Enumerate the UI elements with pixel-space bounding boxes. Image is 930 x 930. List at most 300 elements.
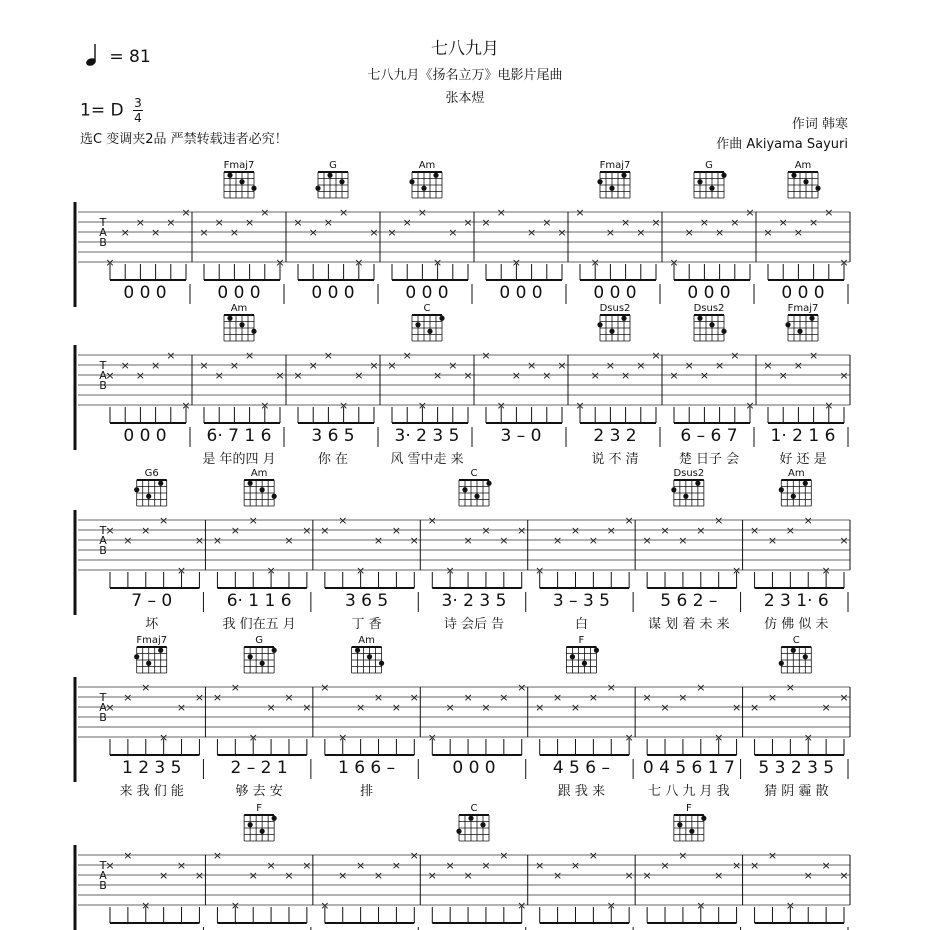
tab-note: × bbox=[391, 859, 402, 872]
numbered-notation: 5 3 2 3 5 bbox=[758, 758, 835, 778]
chord-diagram bbox=[409, 160, 442, 198]
tab-note: × bbox=[570, 524, 581, 537]
tab-note: × bbox=[266, 859, 276, 872]
tab-note: × bbox=[199, 226, 209, 239]
tab-note: × bbox=[696, 524, 706, 537]
numbered-notation: 3 6 5 bbox=[311, 426, 355, 446]
tab-note: × bbox=[749, 859, 760, 872]
tab-note: × bbox=[230, 524, 240, 537]
finger-dot bbox=[272, 494, 277, 499]
finger-dot bbox=[809, 316, 814, 321]
tab-note: × bbox=[212, 849, 223, 862]
chord-name: Dsus2 bbox=[673, 468, 705, 479]
finger-dot bbox=[597, 179, 602, 184]
tab-note: × bbox=[284, 534, 294, 547]
chord-name: G bbox=[705, 160, 713, 171]
tab-note: × bbox=[499, 534, 509, 547]
tab-note: × bbox=[338, 869, 348, 882]
tab-note: × bbox=[214, 369, 224, 382]
chord-name: C bbox=[470, 468, 478, 479]
chord-name: C bbox=[423, 303, 431, 314]
numbered-notation: 0 0 0 bbox=[217, 283, 261, 303]
chord-diagram bbox=[597, 160, 630, 198]
lyric-text: 够 去 安 bbox=[235, 784, 283, 799]
tab-note: × bbox=[391, 524, 402, 537]
finger-dot bbox=[671, 487, 676, 492]
chord-name: Fmaj7 bbox=[787, 303, 819, 314]
numbered-notation: 0 0 0 bbox=[687, 283, 731, 303]
chord-diagram bbox=[134, 635, 167, 673]
tab-note: × bbox=[499, 849, 509, 862]
finger-dot bbox=[480, 822, 485, 827]
tab-note: × bbox=[588, 691, 598, 704]
chord-diagram bbox=[694, 160, 727, 198]
tab-note: × bbox=[212, 534, 223, 547]
tab-note: × bbox=[166, 216, 176, 229]
tab-note: × bbox=[785, 899, 795, 912]
tab-note: × bbox=[745, 206, 755, 219]
lyric-text: 谋 划 着 未 来 bbox=[648, 617, 730, 632]
tab-clef-letter: A bbox=[99, 701, 107, 714]
finger-dot bbox=[239, 179, 244, 184]
lyric-text: 好 还 是 bbox=[779, 452, 827, 467]
tab-note: × bbox=[445, 701, 455, 714]
tab-note: × bbox=[159, 514, 169, 527]
chord-diagram bbox=[224, 303, 257, 341]
finger-dot bbox=[797, 329, 802, 334]
tab-note: × bbox=[620, 216, 631, 229]
chord-name: C bbox=[470, 803, 478, 814]
finger-dot bbox=[439, 316, 444, 321]
tab-note: × bbox=[402, 349, 412, 362]
finger-dot bbox=[251, 186, 256, 191]
numbered-notation: 6· 7 1 6 bbox=[206, 426, 272, 446]
tab-note: × bbox=[105, 524, 115, 537]
tab-note: × bbox=[517, 524, 527, 537]
tab-note: × bbox=[730, 349, 740, 362]
tab-note: × bbox=[387, 226, 397, 239]
finger-dot bbox=[570, 654, 575, 659]
numbered-notation: 1 6 6 – bbox=[337, 758, 396, 778]
finger-dot bbox=[339, 179, 344, 184]
tab-clef-letter: A bbox=[99, 534, 107, 547]
chord-diagram bbox=[459, 468, 492, 506]
finger-dot bbox=[260, 487, 265, 492]
finger-dot bbox=[134, 487, 139, 492]
chord-name: Am bbox=[250, 468, 268, 479]
finger-dot bbox=[486, 481, 491, 486]
tab-note: × bbox=[123, 691, 133, 704]
tab-note: × bbox=[481, 524, 491, 537]
tab-note: × bbox=[606, 681, 616, 694]
finger-dot bbox=[785, 322, 790, 327]
tab-note: × bbox=[824, 399, 834, 412]
tab-note: × bbox=[570, 859, 581, 872]
tab-clef-letter: B bbox=[99, 544, 107, 557]
tab-note: × bbox=[230, 681, 240, 694]
tab-note: × bbox=[839, 256, 849, 269]
tab-note: × bbox=[338, 206, 349, 219]
finger-dot bbox=[621, 173, 626, 178]
finger-dot bbox=[791, 173, 796, 178]
tab-clef-letter: A bbox=[99, 369, 107, 382]
tab-note: × bbox=[642, 869, 652, 882]
finger-dot bbox=[239, 322, 244, 327]
tab-note: × bbox=[636, 359, 646, 372]
tab-note: × bbox=[642, 691, 652, 704]
finger-dot bbox=[158, 481, 163, 486]
finger-dot bbox=[248, 654, 253, 659]
tab-note: × bbox=[275, 369, 285, 382]
chord-name: Am bbox=[794, 160, 812, 171]
finger-dot bbox=[803, 179, 808, 184]
lyric-text: 来 我 们 能 bbox=[119, 784, 184, 799]
tab-note: × bbox=[354, 256, 364, 269]
tab-note: × bbox=[660, 524, 670, 537]
tab-note: × bbox=[159, 869, 169, 882]
chord-name: Fmaj7 bbox=[223, 160, 255, 171]
tab-note: × bbox=[651, 216, 661, 229]
key-label: 1= D bbox=[80, 100, 124, 121]
tab-clef-letter: T bbox=[99, 524, 107, 537]
tab-note: × bbox=[714, 731, 724, 744]
finger-dot bbox=[697, 179, 702, 184]
chord-name: G bbox=[329, 160, 337, 171]
tab-note: × bbox=[194, 534, 205, 547]
chord-name: Am bbox=[787, 468, 805, 479]
tab-note: × bbox=[767, 691, 778, 704]
numbered-notation: 4 5 6 – bbox=[552, 758, 611, 778]
chord-diagram bbox=[694, 303, 727, 341]
tab-system bbox=[75, 202, 850, 307]
lyric-text: 楚 日子 会 bbox=[678, 452, 740, 467]
time-bottom: 4 bbox=[134, 111, 142, 125]
tab-note: × bbox=[651, 349, 661, 362]
tab-note: × bbox=[194, 869, 205, 882]
chord-diagram bbox=[315, 160, 348, 198]
finger-dot bbox=[355, 648, 360, 653]
tab-note: × bbox=[105, 701, 115, 714]
tab-note: × bbox=[557, 359, 567, 372]
tab-note: × bbox=[150, 226, 161, 239]
tab-note: × bbox=[511, 369, 522, 382]
tab-note: × bbox=[320, 524, 330, 537]
tab-note: × bbox=[427, 869, 437, 882]
finger-dot bbox=[260, 661, 265, 666]
finger-dot bbox=[815, 186, 820, 191]
finger-dot bbox=[594, 648, 599, 653]
chord-name: Am bbox=[230, 303, 248, 314]
tab-note: × bbox=[244, 216, 255, 229]
tab-note: × bbox=[212, 691, 223, 704]
tab-note: × bbox=[669, 256, 679, 269]
numbered-notation: 2 3 1· 6 bbox=[763, 591, 829, 611]
tab-note: × bbox=[552, 534, 563, 547]
chord-name: Fmaj7 bbox=[136, 635, 168, 646]
lyric-text: 跟 我 来 bbox=[557, 784, 606, 799]
finger-dot bbox=[462, 487, 467, 492]
tab-note: × bbox=[293, 369, 303, 382]
tab-note: × bbox=[778, 369, 788, 382]
tab-note: × bbox=[570, 701, 581, 714]
tab-note: × bbox=[496, 206, 506, 219]
tab-note: × bbox=[590, 369, 600, 382]
tab-note: × bbox=[199, 359, 209, 372]
finger-dot bbox=[433, 173, 438, 178]
finger-dot bbox=[427, 329, 432, 334]
tab-note: × bbox=[105, 256, 115, 269]
song-subtitle: 七八九月《扬名立万》电影片尾曲 bbox=[367, 68, 563, 83]
tab-note: × bbox=[557, 226, 567, 239]
finger-dot bbox=[709, 322, 714, 327]
numbered-notation: 1 2 3 5 bbox=[121, 758, 182, 778]
finger-dot bbox=[621, 316, 626, 321]
tab-note: × bbox=[481, 349, 491, 362]
finger-dot bbox=[260, 829, 265, 834]
chord-diagram bbox=[674, 803, 707, 841]
tab-note: × bbox=[749, 701, 760, 714]
chord-diagram bbox=[788, 160, 821, 198]
tab-note: × bbox=[373, 534, 384, 547]
tab-note: × bbox=[620, 369, 631, 382]
tab-note: × bbox=[763, 359, 773, 372]
chord-diagram bbox=[412, 303, 445, 341]
time-top: 3 bbox=[134, 96, 142, 110]
tab-note: × bbox=[176, 564, 187, 577]
finger-dot bbox=[609, 329, 614, 334]
tab-note: × bbox=[785, 681, 795, 694]
tab-note: × bbox=[588, 534, 598, 547]
chord-name: G bbox=[255, 635, 264, 646]
finger-dot bbox=[695, 481, 700, 486]
tab-note: × bbox=[266, 564, 276, 577]
finger-dot bbox=[272, 648, 277, 653]
chord-diagram bbox=[352, 635, 385, 673]
finger-dot bbox=[134, 654, 139, 659]
tab-note: × bbox=[517, 899, 527, 912]
finger-dot bbox=[701, 816, 706, 821]
tab-note: × bbox=[552, 691, 563, 704]
tab-note: × bbox=[714, 869, 724, 882]
tab-note: × bbox=[526, 359, 537, 372]
tab-note: × bbox=[387, 359, 397, 372]
tab-note: × bbox=[714, 514, 724, 527]
tab-note: × bbox=[150, 359, 161, 372]
numbered-notation: 0 0 0 bbox=[123, 283, 167, 303]
numbered-notation: 1· 2 1 6 bbox=[770, 426, 836, 446]
lyric-text: 排 bbox=[360, 784, 374, 799]
tab-note: × bbox=[660, 701, 670, 714]
artist-name: 张本煜 bbox=[445, 91, 485, 106]
chord-diagram bbox=[134, 468, 167, 506]
composer-credit: 作曲 Akiyama Sayuri bbox=[716, 137, 848, 152]
tab-note: × bbox=[714, 359, 725, 372]
tab-note: × bbox=[542, 369, 552, 382]
tab-note: × bbox=[575, 399, 585, 412]
tab-clef-letter: A bbox=[99, 226, 107, 239]
tab-note: × bbox=[714, 226, 725, 239]
chord-diagram bbox=[566, 635, 599, 673]
finger-dot bbox=[677, 822, 682, 827]
tab-note: × bbox=[176, 859, 187, 872]
numbered-notation: 3· 2 3 5 bbox=[394, 426, 460, 446]
tab-note: × bbox=[542, 216, 552, 229]
tab-note: × bbox=[749, 524, 760, 537]
chord-diagram bbox=[244, 635, 277, 673]
tab-clef-letter: B bbox=[99, 879, 107, 892]
tab-note: × bbox=[731, 859, 742, 872]
tab-clef-letter: B bbox=[99, 711, 107, 724]
numbered-notation: 7 – 0 bbox=[131, 591, 173, 611]
tab-note: × bbox=[260, 399, 270, 412]
chord-diagram bbox=[244, 468, 277, 506]
chord-diagram bbox=[779, 635, 812, 673]
lyric-text: 丁 香 bbox=[351, 617, 382, 632]
finger-dot bbox=[468, 816, 473, 821]
tab-note: × bbox=[642, 534, 652, 547]
finger-dot bbox=[683, 494, 688, 499]
finger-dot bbox=[251, 329, 256, 334]
lyric-text: 猜 阴 霾 散 bbox=[764, 784, 829, 799]
lyric-text: 诗 会后 告 bbox=[443, 617, 505, 632]
numbered-notation: 0 0 0 bbox=[452, 758, 496, 778]
tab-note: × bbox=[535, 859, 545, 872]
finger-dot bbox=[327, 173, 332, 178]
tab-note: × bbox=[293, 216, 303, 229]
numbered-notation: 0 0 0 bbox=[123, 426, 167, 446]
finger-dot bbox=[721, 173, 726, 178]
tab-note: × bbox=[763, 226, 773, 239]
tab-note: × bbox=[463, 534, 473, 547]
numbered-notation: 6· 1 1 6 bbox=[226, 591, 292, 611]
tab-note: × bbox=[356, 859, 366, 872]
tab-note: × bbox=[767, 849, 778, 862]
chord-name: Fmaj7 bbox=[599, 160, 631, 171]
tab-note: × bbox=[135, 216, 146, 229]
tab-note: × bbox=[803, 514, 813, 527]
tab-note: × bbox=[684, 226, 694, 239]
numbered-notation: 0 0 0 bbox=[593, 283, 637, 303]
tab-note: × bbox=[120, 359, 130, 372]
tab-note: × bbox=[678, 691, 688, 704]
chord-diagram bbox=[224, 160, 257, 198]
tab-note: × bbox=[605, 359, 616, 372]
tab-note: × bbox=[463, 216, 473, 229]
finger-dot bbox=[597, 322, 602, 327]
finger-dot bbox=[791, 494, 796, 499]
finger-dot bbox=[582, 661, 587, 666]
tab-note: × bbox=[731, 701, 742, 714]
tab-note: × bbox=[496, 399, 506, 412]
tab-note: × bbox=[839, 534, 849, 547]
tab-note: × bbox=[354, 369, 364, 382]
tab-note: × bbox=[248, 869, 258, 882]
tab-clef-letter: T bbox=[99, 691, 107, 704]
tab-note: × bbox=[166, 349, 176, 362]
tab-system bbox=[75, 677, 850, 799]
tab-note: × bbox=[535, 564, 545, 577]
tab-note: × bbox=[275, 256, 285, 269]
tab-note: × bbox=[409, 849, 419, 862]
tab-note: × bbox=[323, 216, 334, 229]
lyricist-credit: 作词 韩寒 bbox=[791, 117, 848, 132]
lyric-text: 仿 佛 似 未 bbox=[764, 617, 829, 632]
tab-note: × bbox=[605, 226, 616, 239]
finger-dot bbox=[791, 648, 796, 653]
tab-note: × bbox=[323, 349, 334, 362]
lyric-text: 风 雪中走 来 bbox=[390, 452, 464, 467]
tab-note: × bbox=[499, 691, 509, 704]
tab-note: × bbox=[624, 514, 634, 527]
tab-note: × bbox=[427, 514, 437, 527]
finger-dot bbox=[421, 186, 426, 191]
finger-dot bbox=[474, 494, 479, 499]
chord-diagram bbox=[244, 803, 277, 841]
chord-name: C bbox=[792, 635, 800, 646]
tab-note: × bbox=[229, 226, 240, 239]
tab-note: × bbox=[176, 701, 187, 714]
tab-note: × bbox=[229, 359, 240, 372]
tab-note: × bbox=[260, 206, 270, 219]
tab-note: × bbox=[767, 534, 778, 547]
tab-note: × bbox=[141, 524, 151, 537]
finger-dot bbox=[367, 654, 372, 659]
chord-diagram bbox=[671, 468, 704, 506]
finger-dot bbox=[697, 316, 702, 321]
finger-dot bbox=[803, 481, 808, 486]
tab-note: × bbox=[731, 564, 742, 577]
capo-note: 选C 变调夹2品 严禁转载违者必究！ bbox=[80, 132, 288, 147]
chord-name: F bbox=[685, 803, 692, 814]
chord-name: G6 bbox=[144, 468, 159, 479]
numbered-notation: 6 – 6 7 bbox=[680, 426, 738, 446]
tab-note: × bbox=[808, 349, 819, 362]
numbered-notation: 2 – 2 1 bbox=[230, 758, 288, 778]
finger-dot bbox=[709, 186, 714, 191]
tab-system bbox=[75, 510, 850, 632]
tab-note: × bbox=[821, 564, 831, 577]
finger-dot bbox=[779, 487, 784, 492]
tab-note: × bbox=[402, 216, 412, 229]
tab-note: × bbox=[778, 216, 788, 229]
tab-note: × bbox=[356, 701, 366, 714]
lyric-text: 说 不 清 bbox=[591, 452, 639, 467]
tab-note: × bbox=[338, 731, 348, 744]
numbered-notation: 3 – 3 5 bbox=[552, 591, 611, 611]
tab-note: × bbox=[678, 849, 688, 862]
chord-diagram bbox=[456, 803, 489, 841]
tab-note: × bbox=[730, 216, 740, 229]
chord-name: Am bbox=[358, 635, 375, 646]
tab-note: × bbox=[417, 206, 428, 219]
tab-note: × bbox=[338, 399, 349, 412]
finger-dot bbox=[779, 661, 784, 666]
tab-clef-letter: T bbox=[99, 216, 107, 229]
tab-note: × bbox=[123, 534, 133, 547]
numbered-notation: 5 6 2 – bbox=[660, 591, 718, 611]
chord-name: Dsus2 bbox=[693, 303, 725, 314]
numbered-notation: 0 0 0 bbox=[311, 283, 355, 303]
tab-note: × bbox=[785, 524, 795, 537]
tab-note: × bbox=[181, 206, 191, 219]
tab-note: × bbox=[699, 216, 710, 229]
tab-note: × bbox=[427, 731, 437, 744]
tab-system bbox=[75, 845, 850, 930]
tab-note: × bbox=[338, 514, 348, 527]
tab-note: × bbox=[839, 691, 849, 704]
numbered-notation: 0 0 0 bbox=[499, 283, 543, 303]
chord-diagram bbox=[779, 468, 812, 506]
